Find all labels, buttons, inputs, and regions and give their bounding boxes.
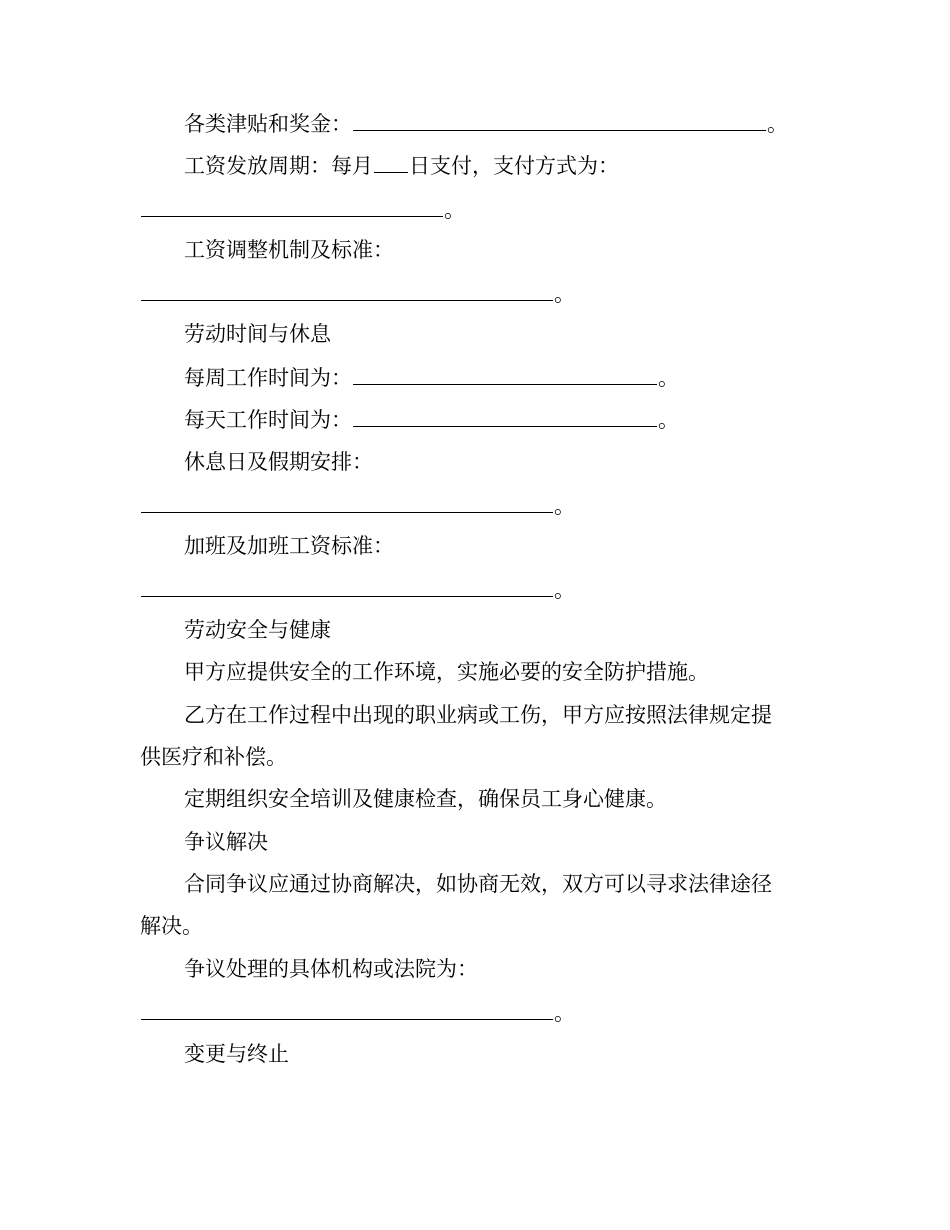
dispute-paragraph-1-text-2: 解决。 [140, 914, 203, 938]
salary-adjust-label: 工资调整机制及标准： [184, 238, 394, 262]
pay-cycle-label-before: 工资发放周期：每月 [184, 154, 373, 178]
dispute-paragraph-1-text-1: 合同争议应通过协商解决，如协商无效，双方可以寻求法律途径 [184, 872, 772, 896]
section-hours-heading [184, 320, 331, 348]
pay-method-line [140, 196, 465, 224]
dispute-body-end: 。 [554, 1001, 575, 1025]
safety-paragraph-2-line-1 [184, 701, 772, 729]
dispute-body-blank[interactable] [141, 999, 553, 1020]
section-safety-title: 劳动安全与健康 [184, 618, 331, 642]
safety-paragraph-3-text: 定期组织安全培训及健康检查，确保员工身心健康。 [184, 787, 667, 811]
rest-days-label: 休息日及假期安排： [184, 450, 373, 474]
overtime-blank-line [140, 576, 575, 604]
section-dispute-heading [184, 828, 268, 856]
rest-days-end: 。 [554, 494, 575, 518]
safety-paragraph-1 [184, 658, 709, 686]
rest-days-line [184, 448, 373, 476]
daily-hours-line [184, 406, 679, 434]
overtime-label: 加班及加班工资标准： [184, 534, 394, 558]
dispute-paragraph-1-line-2 [140, 912, 203, 940]
safety-paragraph-2-text-1: 乙方在工作过程中出现的职业病或工伤，甲方应按照法律规定提 [184, 703, 772, 727]
dispute-body-label: 争议处理的具体机构或法院为： [184, 957, 478, 981]
section-dispute-title: 争议解决 [184, 830, 268, 854]
rest-days-blank-line [140, 492, 575, 520]
allowance-line [184, 110, 788, 138]
allowance-blank[interactable] [353, 110, 766, 131]
weekly-hours-line [184, 364, 679, 392]
safety-paragraph-3 [184, 785, 667, 813]
overtime-line [184, 532, 394, 560]
salary-adjust-line [184, 236, 394, 264]
rest-days-blank[interactable] [141, 492, 553, 513]
daily-hours-label: 每天工作时间为： [184, 408, 352, 432]
section-hours-title: 劳动时间与休息 [184, 322, 331, 346]
salary-adjust-blank[interactable] [141, 280, 553, 301]
salary-adjust-end: 。 [554, 282, 575, 306]
pay-day-blank[interactable] [374, 152, 408, 173]
section-change-title: 变更与终止 [184, 1042, 289, 1066]
dispute-body-blank-line [140, 999, 575, 1027]
allowance-end: 。 [767, 112, 788, 136]
salary-adjust-blank-line [140, 280, 575, 308]
safety-paragraph-2-line-2 [140, 743, 287, 771]
section-change-heading [184, 1040, 289, 1068]
safety-paragraph-2-text-2: 供医疗和补偿。 [140, 745, 287, 769]
dispute-paragraph-1-line-1 [184, 870, 772, 898]
allowance-label: 各类津贴和奖金： [184, 112, 352, 136]
safety-paragraph-1-text: 甲方应提供安全的工作环境，实施必要的安全防护措施。 [184, 660, 709, 684]
pay-method-end: 。 [444, 198, 465, 222]
weekly-hours-end: 。 [658, 366, 679, 390]
section-safety-heading [184, 616, 331, 644]
weekly-hours-blank[interactable] [353, 364, 657, 385]
pay-method-blank[interactable] [141, 196, 443, 217]
overtime-blank[interactable] [141, 576, 553, 597]
daily-hours-blank[interactable] [353, 406, 657, 427]
weekly-hours-label: 每周工作时间为： [184, 366, 352, 390]
dispute-body-line [184, 955, 478, 983]
pay-cycle-line [184, 152, 619, 180]
overtime-end: 。 [554, 578, 575, 602]
daily-hours-end: 。 [658, 408, 679, 432]
pay-cycle-label-after: 日支付，支付方式为： [409, 154, 619, 178]
